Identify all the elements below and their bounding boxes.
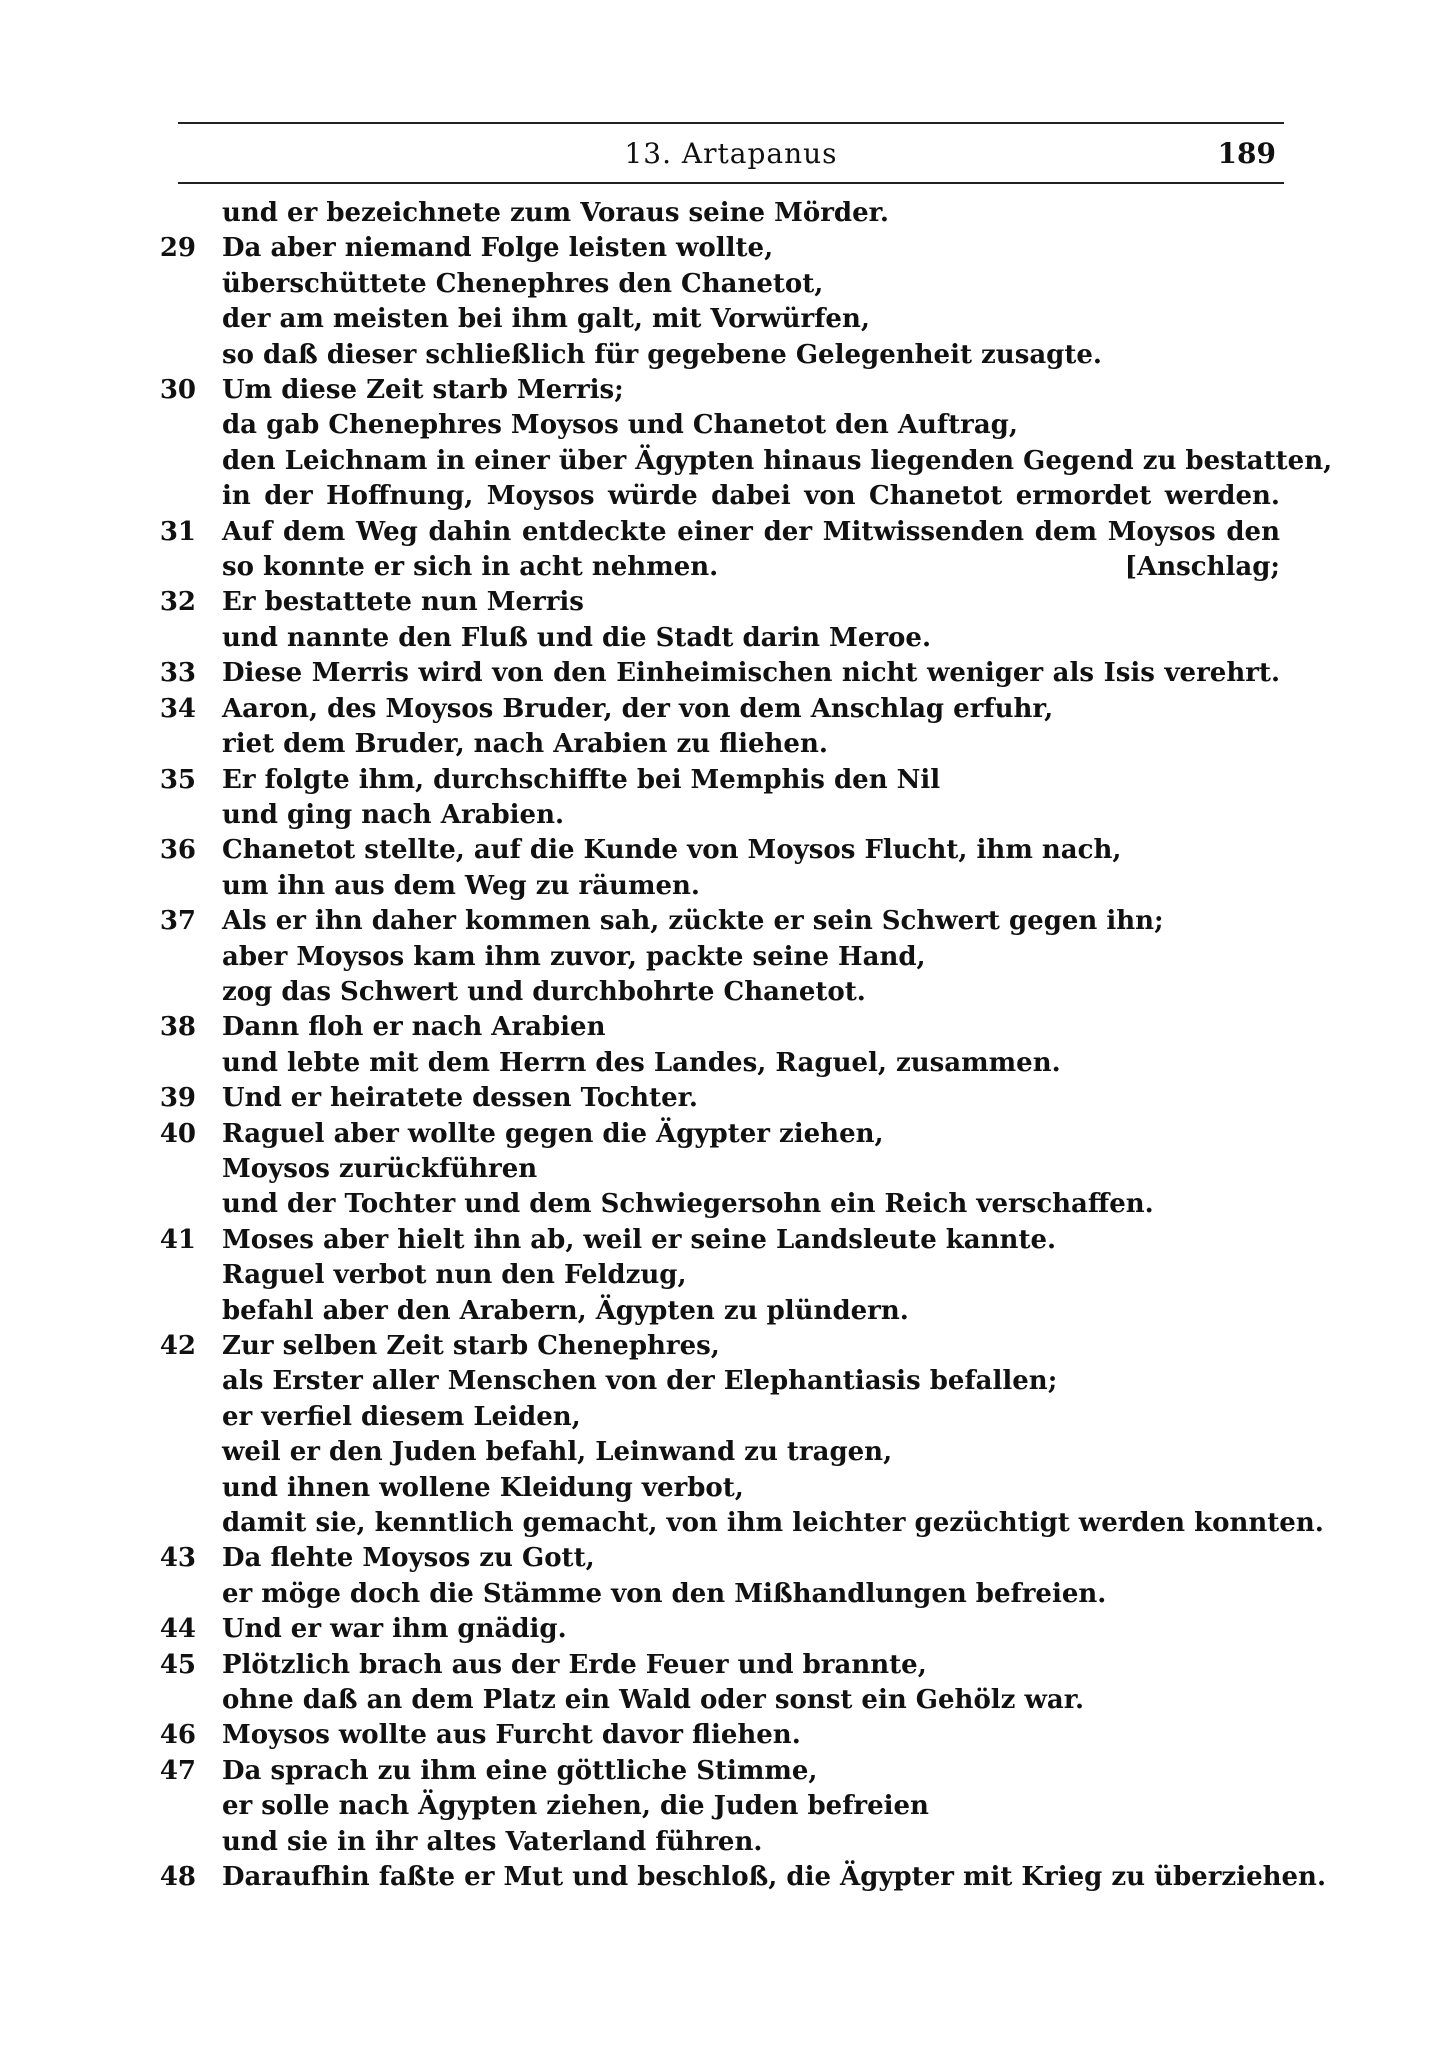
- header-bottom-rule: [178, 182, 1284, 184]
- text-line: [150, 1612, 1290, 1647]
- text-line: [150, 1471, 1290, 1506]
- text-line: [150, 727, 1290, 762]
- verse-number: 48: [159, 1862, 196, 1893]
- line-text: Als er ihn daher kommen sah, zückte er sein Schwert gegen ihn;: [222, 906, 1164, 937]
- running-header: [178, 130, 1284, 178]
- line-text: so daß dieser schließlich für gegebene Gelegenheit zusagte.: [222, 339, 1102, 370]
- verse-number: 31: [159, 516, 196, 547]
- chapter-title: 13. Artapanus: [624, 137, 838, 170]
- text-line: [150, 1754, 1290, 1789]
- verse-number: 33: [159, 658, 196, 689]
- text-line: [150, 621, 1290, 656]
- line-text: zog das Schwert und durchbohrte Chanetot.: [222, 976, 866, 1007]
- verse-number: 32: [159, 587, 196, 618]
- line-text: weil er den Juden befahl, Leinwand zu tragen,: [222, 1437, 893, 1468]
- line-text: Plötzlich brach aus der Erde Feuer und brannte,: [222, 1649, 927, 1680]
- header-top-rule: [178, 122, 1284, 124]
- verse-number: 34: [159, 693, 196, 724]
- line-text: Da sprach zu ihm eine göttliche Stimme,: [222, 1755, 818, 1786]
- text-line: [150, 550, 1290, 585]
- text-line: [150, 1081, 1290, 1116]
- line-text: er solle nach Ägypten ziehen, die Juden befreien: [222, 1791, 929, 1822]
- verse-number: 42: [159, 1331, 196, 1361]
- verse-number: 37: [159, 906, 196, 937]
- text-line: [150, 1223, 1290, 1258]
- verse-number: 44: [159, 1614, 196, 1645]
- line-text: Daraufhin faßte er Mut und beschloß, die Ägypter mit Krieg zu überziehen.: [222, 1862, 1327, 1893]
- line-text: und sie in ihr altes Vaterland führen.: [222, 1826, 763, 1857]
- line-text: um ihn aus dem Weg zu räumen.: [222, 870, 700, 901]
- verse-number: 39: [159, 1083, 196, 1114]
- text-line: [150, 798, 1290, 833]
- line-text: Er bestattete nun Merris: [222, 587, 584, 618]
- text-line: [150, 1789, 1290, 1824]
- line-text: riet dem Bruder, nach Arabien zu fliehen.: [222, 729, 828, 760]
- text-line: [150, 975, 1290, 1010]
- text-line: [150, 1258, 1290, 1293]
- text-line: [150, 1400, 1290, 1435]
- line-text: Da aber niemand Folge leisten wollte,: [222, 233, 774, 264]
- text-line: [150, 515, 1290, 550]
- text-line: [150, 408, 1290, 443]
- text-line: [150, 1152, 1290, 1187]
- line-text: ohne daß an dem Platz ein Wald oder sonst ein Gehölz war.: [222, 1685, 1085, 1716]
- line-text: so konnte er sich in acht nehmen.: [222, 552, 719, 583]
- line-text: und nannte den Fluß und die Stadt darin Meroe.: [222, 622, 931, 653]
- verse-number: 29: [159, 233, 196, 264]
- text-line: [150, 231, 1290, 266]
- text-line: [150, 1577, 1290, 1612]
- verse-number: 43: [159, 1543, 196, 1574]
- verse-text-block: [150, 196, 1333, 1896]
- text-line: [150, 1187, 1290, 1222]
- line-text: als Erster aller Menschen von der Elephantiasis befallen;: [222, 1366, 1058, 1397]
- line-text: und ihnen wollene Kleidung verbot,: [222, 1472, 744, 1503]
- line-text: Diese Merris wird von den Einheimischen nicht weniger als Isis verehrt.: [222, 658, 1280, 689]
- text-line: [150, 1117, 1290, 1152]
- line-text: Und er heiratete dessen Tochter.: [222, 1083, 698, 1114]
- line-text: Um diese Zeit starb Merris;: [222, 375, 624, 406]
- line-text: Raguel verbot nun den Feldzug,: [222, 1260, 687, 1291]
- text-line: [150, 1718, 1290, 1753]
- text-line: [150, 1860, 1327, 1895]
- text-line: [150, 904, 1290, 939]
- text-line: [150, 1506, 1324, 1541]
- line-text: überschüttete Chenephres den Chanetot,: [222, 268, 824, 299]
- verse-number: 40: [159, 1118, 196, 1149]
- line-text: und lebte mit dem Herrn des Landes, Raguel, zusammen.: [222, 1047, 1061, 1078]
- text-line: [150, 338, 1290, 373]
- line-text: und er bezeichnete zum Voraus seine Mörder.: [222, 198, 889, 228]
- text-line: [150, 196, 1290, 231]
- line-text: und der Tochter und dem Schwiegersohn ein Reich verschaffen.: [222, 1189, 1154, 1220]
- text-line: [150, 373, 1290, 408]
- line-text: in der Hoffnung, Moysos würde dabei von Chanetot ermordet werden.: [222, 481, 1280, 512]
- text-line: [150, 1364, 1290, 1399]
- line-carryover-text: [Anschlag;: [1124, 552, 1280, 583]
- line-text: Da flehte Moysos zu Gott,: [222, 1543, 595, 1574]
- text-line: [150, 1329, 1290, 1364]
- line-text: er möge doch die Stämme von den Mißhandlungen befreien.: [222, 1578, 1107, 1609]
- verse-number: 30: [159, 375, 196, 406]
- text-line: [150, 267, 1290, 302]
- line-text: Zur selben Zeit starb Chenephres,: [222, 1331, 720, 1361]
- text-line: [150, 869, 1290, 904]
- text-line: [150, 692, 1290, 727]
- line-text: Chanetot stellte, auf die Kunde von Moysos Flucht, ihm nach,: [222, 835, 1122, 866]
- verse-number: 35: [159, 764, 196, 795]
- text-line: [150, 1541, 1290, 1576]
- line-text: der am meisten bei ihm galt, mit Vorwürfen,: [222, 304, 870, 335]
- text-line: [150, 940, 1290, 975]
- line-text: Moysos zurückführen: [222, 1153, 538, 1184]
- text-line: [150, 479, 1290, 514]
- text-line: [150, 1294, 1290, 1329]
- verse-number: 41: [159, 1224, 196, 1255]
- text-line: [150, 1010, 1290, 1045]
- line-text: Moses aber hielt ihn ab, weil er seine Landsleute kannte.: [222, 1224, 1057, 1255]
- text-line: [150, 1683, 1290, 1718]
- verse-number: 36: [159, 835, 196, 866]
- text-line: [150, 763, 1290, 798]
- line-text: Moysos wollte aus Furcht davor fliehen.: [222, 1720, 801, 1751]
- text-line: [150, 585, 1290, 620]
- line-text: aber Moysos kam ihm zuvor, packte seine Hand,: [222, 941, 926, 972]
- line-text: und ging nach Arabien.: [222, 799, 565, 830]
- line-text: damit sie, kenntlich gemacht, von ihm leichter gezüchtigt werden konnten.: [222, 1508, 1324, 1539]
- text-line: [150, 833, 1290, 868]
- verse-number: 38: [159, 1012, 196, 1043]
- line-text: Auf dem Weg dahin entdeckte einer der Mitwissenden dem Moysos den: [222, 516, 1280, 547]
- text-line: [150, 1046, 1290, 1081]
- verse-number: 45: [159, 1649, 196, 1680]
- text-line: [150, 1648, 1290, 1683]
- line-text: da gab Chenephres Moysos und Chanetot den Auftrag,: [222, 410, 1018, 441]
- text-line: [150, 302, 1290, 337]
- line-text: Raguel aber wollte gegen die Ägypter ziehen,: [222, 1118, 884, 1149]
- verse-number: 46: [159, 1720, 196, 1751]
- line-text: den Leichnam in einer über Ägypten hinaus liegenden Gegend zu bestatten,: [222, 445, 1333, 476]
- page-number: 189: [1217, 137, 1276, 170]
- line-text: Er folgte ihm, durchschiffte bei Memphis den Nil: [222, 764, 941, 795]
- line-text: Und er war ihm gnädig.: [222, 1614, 567, 1645]
- line-text: Aaron, des Moysos Bruder, der von dem Anschlag erfuhr,: [222, 693, 1054, 724]
- line-text: befahl aber den Arabern, Ägypten zu plündern.: [222, 1295, 909, 1326]
- text-line: [150, 444, 1333, 479]
- line-text: er verfiel diesem Leiden,: [222, 1401, 581, 1432]
- text-line: [150, 1435, 1290, 1470]
- text-line: [150, 656, 1290, 691]
- line-text: Dann floh er nach Arabien: [222, 1012, 606, 1043]
- text-line: [150, 1825, 1290, 1860]
- verse-number: 47: [159, 1755, 196, 1786]
